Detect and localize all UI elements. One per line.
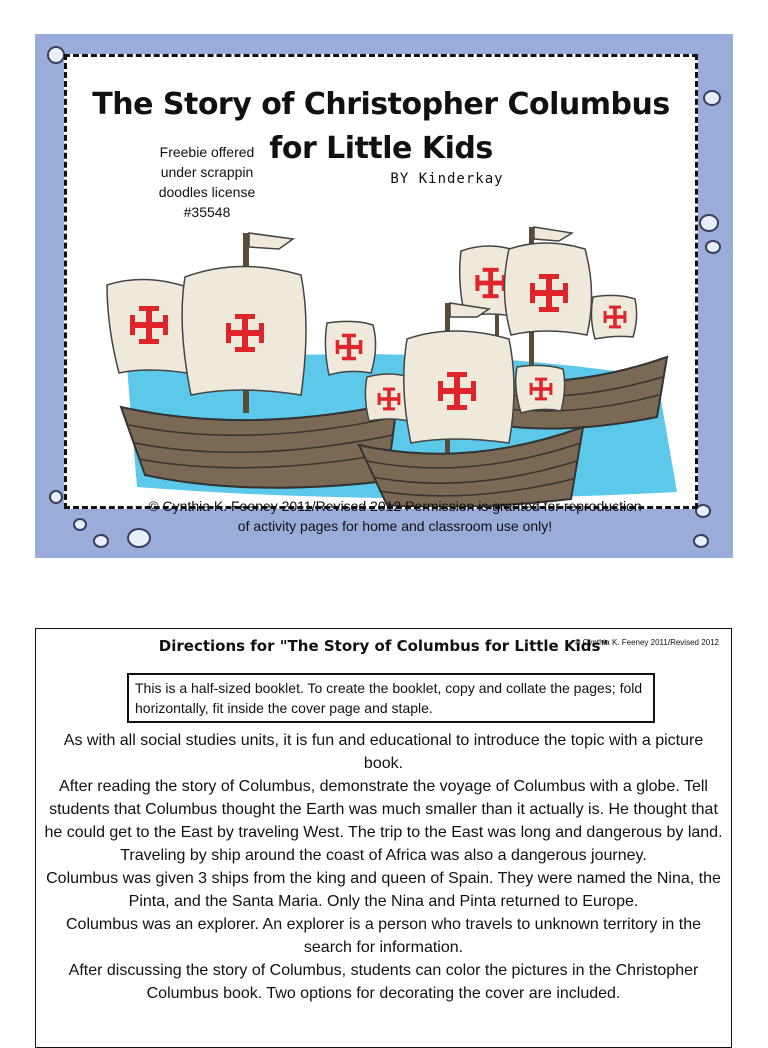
directions-body: [42, 729, 725, 1005]
license-line: doodles license: [158, 184, 256, 200]
cover-card: [64, 54, 698, 509]
license-line: Freebie offered: [159, 144, 255, 160]
bubble: [699, 214, 719, 232]
bubble: [49, 490, 63, 504]
copyright-notice: [105, 496, 685, 536]
cover-page: [35, 34, 733, 558]
ships-illustration: [97, 207, 697, 507]
license-line: #35548: [183, 204, 231, 220]
cover-title-line: The Story of Christopher Columbus: [92, 87, 670, 122]
copyright-line: of activity pages for home and classroom use only!: [237, 518, 553, 534]
directions-copyright-stamp: © Cynthia K. Feeney 2011/Revised 2012: [574, 638, 719, 647]
cover-title-line: for Little Kids: [269, 131, 493, 166]
bubble: [47, 46, 65, 64]
booklet-note-box: This is a half-sized booklet. To create the booklet, copy and collate the pages; fold horizontally, fit inside the cover page and staple.: [127, 673, 655, 723]
directions-paragraph: Columbus was given 3 ships from the king and queen of Spain. They were named the Nina, the Pinta, and the Santa Maria. Only the Nina and Pinta returned to Europe.: [46, 870, 721, 910]
bubble: [693, 534, 709, 548]
directions-paragraph: Columbus was an explorer. An explorer is a person who travels to unknown territory in the search for information.: [66, 916, 701, 956]
ship-middle: [359, 303, 583, 507]
bubble: [93, 534, 109, 548]
bubble: [73, 518, 87, 531]
directions-page: [35, 628, 732, 1048]
license-line: under scrappin: [160, 164, 254, 180]
bubble: [705, 240, 721, 254]
ship-left: [107, 233, 397, 488]
directions-paragraph: After discussing the story of Columbus, students can color the pictures in the Christopher Columbus book. Two options for decorating the cover are included.: [68, 962, 699, 1002]
directions-paragraph: As with all social studies units, it is fun and educational to introduce the topic with a picture book.: [63, 732, 704, 772]
directions-title: Directions for "The Story of Columbus for Little Kids": [158, 637, 609, 655]
directions-paragraph: After reading the story of Columbus, demonstrate the voyage of Columbus with a globe. Tell students that Columbus thought the Earth was much smaller than it actually is. He thought that he could get to the East by traveling West. The trip to the East was long and dangerous by land. Traveling by ship around the coast of Africa was also a dangerous journey.: [44, 778, 723, 864]
bubble: [703, 90, 721, 106]
copyright-line: © Cynthia K. Feeney 2011/Revised 2012 Permission is granted for reproduction: [148, 498, 642, 514]
byline: BY Kinderkay: [390, 171, 504, 187]
